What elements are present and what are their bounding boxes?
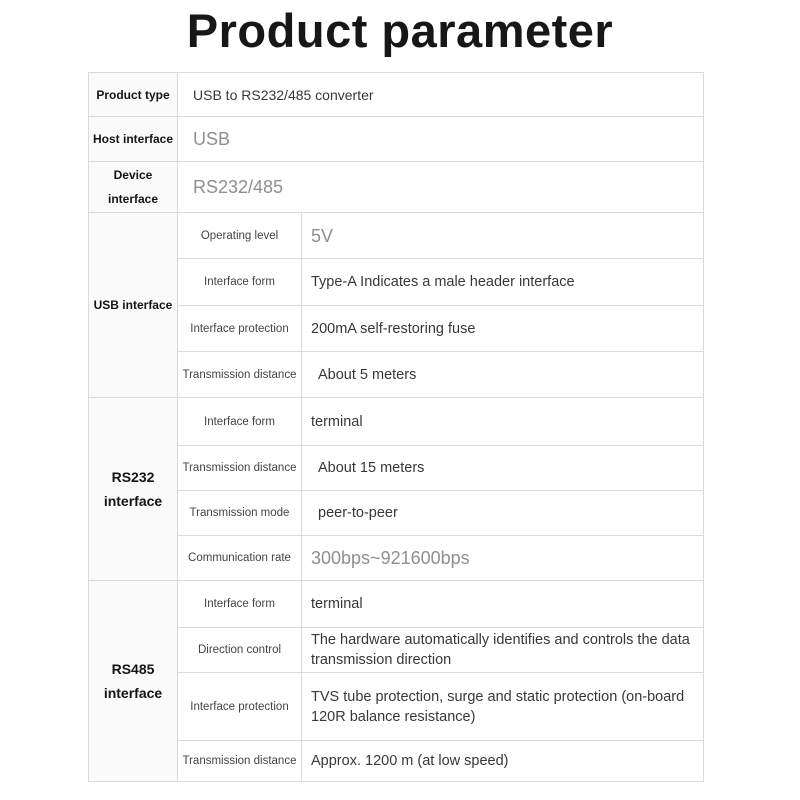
- group-label-rs485-interface: RS485 interface: [89, 581, 178, 782]
- table-row: [89, 162, 704, 213]
- param-value: RS232/485: [178, 162, 704, 213]
- param-value: The hardware automatically identifies and controls the data transmission direction: [302, 628, 704, 673]
- sub-param-label: Interface form: [178, 398, 302, 446]
- sub-param-label: Transmission mode: [178, 491, 302, 536]
- table-row: [89, 628, 704, 673]
- param-value: USB to RS232/485 converter: [178, 73, 704, 117]
- param-value: USB: [178, 117, 704, 162]
- sub-param-label: Interface form: [178, 259, 302, 306]
- table-row: [89, 73, 704, 117]
- param-value: 200mA self-restoring fuse: [302, 306, 704, 352]
- sub-param-label: Transmission distance: [178, 741, 302, 782]
- table-row: [89, 259, 704, 306]
- table-row: [89, 581, 704, 628]
- group-label-usb-interface: USB interface: [89, 213, 178, 398]
- param-value: About 15 meters: [302, 446, 704, 491]
- table-row: [89, 741, 704, 782]
- sub-param-label: Interface form: [178, 581, 302, 628]
- param-value: About 5 meters: [302, 352, 704, 398]
- param-value: terminal: [302, 398, 704, 446]
- param-value: 5V: [302, 213, 704, 259]
- param-value: TVS tube protection, surge and static protection (on-board 120R balance resistance): [302, 673, 704, 741]
- param-value: Approx. 1200 m (at low speed): [302, 741, 704, 782]
- sub-param-label: Interface protection: [178, 673, 302, 741]
- sub-param-label: Transmission distance: [178, 446, 302, 491]
- param-value: Type-A Indicates a male header interface: [302, 259, 704, 306]
- table-row: [89, 491, 704, 536]
- sub-param-label: Direction control: [178, 628, 302, 673]
- sub-param-label: Transmission distance: [178, 352, 302, 398]
- table-row: [89, 536, 704, 581]
- table-row: [89, 352, 704, 398]
- table-row: [89, 117, 704, 162]
- table-row: [89, 306, 704, 352]
- page-title: Product parameter: [186, 4, 614, 57]
- param-value: 300bps~921600bps: [302, 536, 704, 581]
- table-row: [89, 213, 704, 259]
- sub-param-label: Interface protection: [178, 306, 302, 352]
- sub-param-label: Communication rate: [178, 536, 302, 581]
- group-label-rs232-interface: RS232 interface: [89, 398, 178, 581]
- table-row: [89, 446, 704, 491]
- table-row: [89, 673, 704, 741]
- param-value: peer-to-peer: [302, 491, 704, 536]
- sub-param-label: Operating level: [178, 213, 302, 259]
- param-row-label: Product type: [89, 73, 178, 117]
- param-row-label: Host interface: [89, 117, 178, 162]
- param-row-label: Device interface: [89, 162, 178, 213]
- spec-table: [88, 72, 704, 782]
- table-row: [89, 398, 704, 446]
- param-value: terminal: [302, 581, 704, 628]
